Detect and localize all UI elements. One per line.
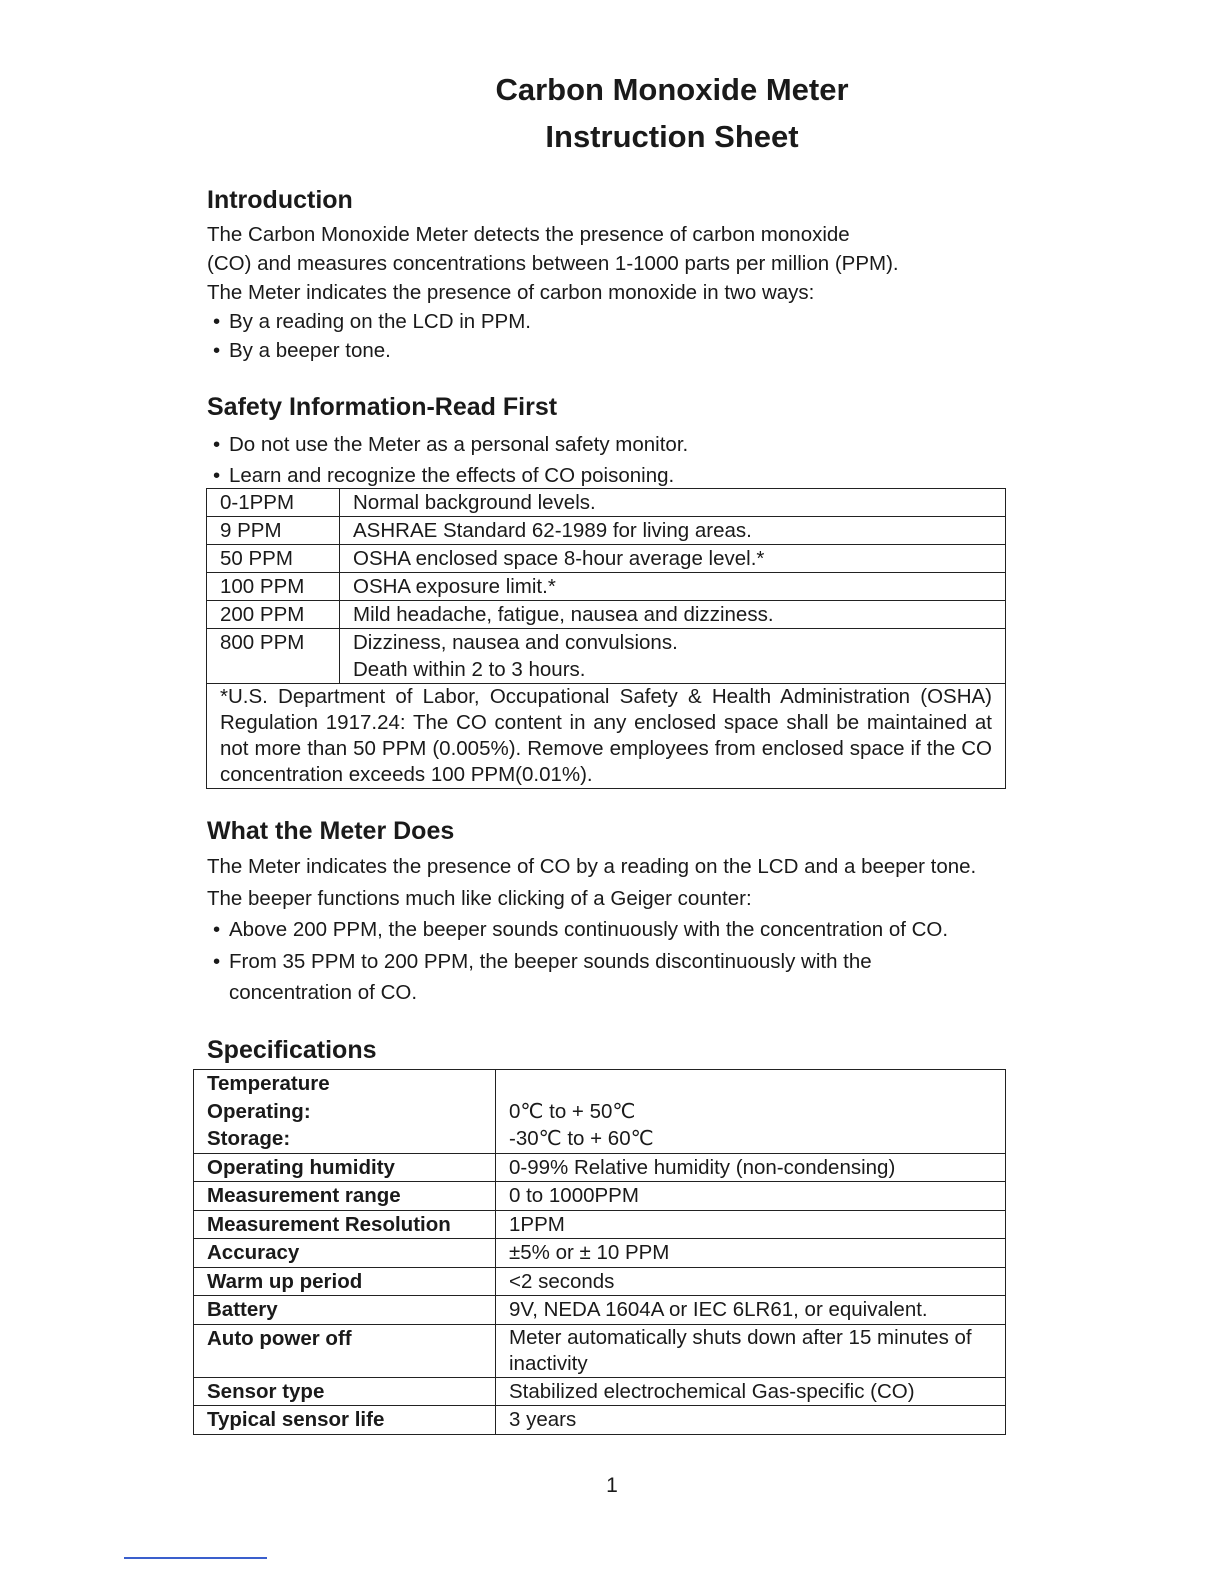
meter-does-body [207, 851, 1057, 1009]
spec-label: Battery [194, 1296, 496, 1325]
spec-label: Typical sensor life [194, 1406, 496, 1435]
document-title [0, 66, 1224, 160]
co-effect: Mild headache, fatigue, nausea and dizziness. [340, 601, 1006, 629]
co-effect-line: Death within 2 to 3 hours. [353, 658, 586, 681]
co-effect: Normal background levels. [340, 489, 1006, 517]
co-level: 800 PPM [207, 629, 340, 684]
spec-value: Stabilized electrochemical Gas-specific (CO) [496, 1377, 1006, 1406]
spec-label: Measurement range [194, 1182, 496, 1211]
spec-label [194, 1070, 496, 1154]
intro-bullet: • By a beeper tone. [207, 336, 1067, 365]
intro-line: The Meter indicates the presence of carbon monoxide in two ways: [207, 281, 815, 304]
spec-value: 1PPM [496, 1210, 1006, 1239]
intro-bullet: • By a reading on the LCD in PPM. [207, 307, 1067, 336]
safety-bullet: • Learn and recognize the effects of CO poisoning. [207, 460, 1067, 491]
introduction-heading: Introduction [207, 186, 353, 214]
page-number: 1 [606, 1474, 618, 1497]
spec-value: Meter automatically shuts down after 15 minutes of inactivity [496, 1324, 1006, 1377]
spec-value: 0-99% Relative humidity (non-condensing) [496, 1153, 1006, 1182]
co-levels-table [206, 488, 1006, 789]
table-row [207, 545, 1006, 573]
table-row [194, 1239, 1006, 1268]
spec-value [496, 1070, 1006, 1154]
table-row [194, 1377, 1006, 1406]
meter-does-bullet: • From 35 PPM to 200 PPM, the beeper sounds discontinuously with the concentration of CO. [207, 946, 929, 1009]
safety-bullets [207, 429, 1067, 491]
co-level: 100 PPM [207, 573, 340, 601]
spec-value: 3 years [496, 1406, 1006, 1435]
operating-temp-value: 0℃ to + 50℃ [509, 1099, 636, 1123]
table-row [194, 1267, 1006, 1296]
table-row [194, 1210, 1006, 1239]
table-row [207, 517, 1006, 545]
meter-does-line: The beeper functions much like clicking of a Geiger counter: [207, 886, 752, 910]
table-row [194, 1182, 1006, 1211]
table-row [194, 1406, 1006, 1435]
spec-label: Sensor type [194, 1377, 496, 1406]
meter-does-line: The Meter indicates the presence of CO by a reading on the LCD and a beeper tone. [207, 855, 977, 878]
co-level: 50 PPM [207, 545, 340, 573]
co-effect: OSHA exposure limit.* [340, 573, 1006, 601]
spec-value: ±5% or ± 10 PPM [496, 1239, 1006, 1268]
title-line-2: Instruction Sheet [545, 119, 799, 154]
osha-footnote: *U.S. Department of Labor, Occupational Safety & Health Administration (OSHA) Regulation 1917.24: The CO content in any enclosed space shall be maintained at not more than 50 PPM (0.005%). Remove employees from enclosed space if the CO concentration exceeds 100 PPM(0.01%). [207, 684, 1006, 789]
spec-value: 0 to 1000PPM [496, 1182, 1006, 1211]
operating-temp-label: Operating: [207, 1099, 311, 1123]
co-level: 0-1PPM [207, 489, 340, 517]
specifications-table [193, 1069, 1006, 1435]
table-row [207, 629, 1006, 684]
co-effect-line: Dizziness, nausea and convulsions. [353, 631, 678, 654]
co-level: 200 PPM [207, 601, 340, 629]
co-effect: OSHA enclosed space 8-hour average level.* [340, 545, 1006, 573]
footer-rule [124, 1557, 267, 1559]
storage-temp-value: -30℃ to + 60℃ [509, 1127, 654, 1150]
spec-label: Auto power off [194, 1324, 496, 1377]
intro-line: The Carbon Monoxide Meter detects the presence of carbon monoxide [207, 223, 850, 246]
spec-value: 9V, NEDA 1604A or IEC 6LR61, or equivalent. [496, 1296, 1006, 1325]
storage-temp-label: Storage: [207, 1127, 291, 1150]
table-row [207, 684, 1006, 789]
co-effect [340, 629, 1006, 684]
meter-does-bullet: • Above 200 PPM, the beeper sounds continuously with the concentration of CO. [207, 914, 1057, 946]
safety-heading: Safety Information-Read First [207, 393, 558, 421]
table-row [207, 573, 1006, 601]
temperature-label: Temperature [207, 1072, 330, 1095]
table-row [194, 1324, 1006, 1377]
meter-does-heading: What the Meter Does [207, 817, 455, 845]
title-line-1: Carbon Monoxide Meter [495, 72, 849, 107]
table-row [194, 1153, 1006, 1182]
spec-label: Warm up period [194, 1267, 496, 1296]
co-level: 9 PPM [207, 517, 340, 545]
spec-label: Measurement Resolution [194, 1210, 496, 1239]
introduction-body [207, 220, 1067, 365]
spec-label: Operating humidity [194, 1153, 496, 1182]
table-row [194, 1070, 1006, 1154]
table-row [194, 1296, 1006, 1325]
intro-line: (CO) and measures concentrations between 1-1000 parts per million (PPM). [207, 252, 899, 275]
specifications-heading: Specifications [207, 1036, 377, 1064]
table-row [207, 601, 1006, 629]
co-effect: ASHRAE Standard 62-1989 for living areas. [340, 517, 1006, 545]
table-row [207, 489, 1006, 517]
safety-bullet: • Do not use the Meter as a personal safety monitor. [207, 429, 1067, 460]
spec-label: Accuracy [194, 1239, 496, 1268]
spec-value: <2 seconds [496, 1267, 1006, 1296]
